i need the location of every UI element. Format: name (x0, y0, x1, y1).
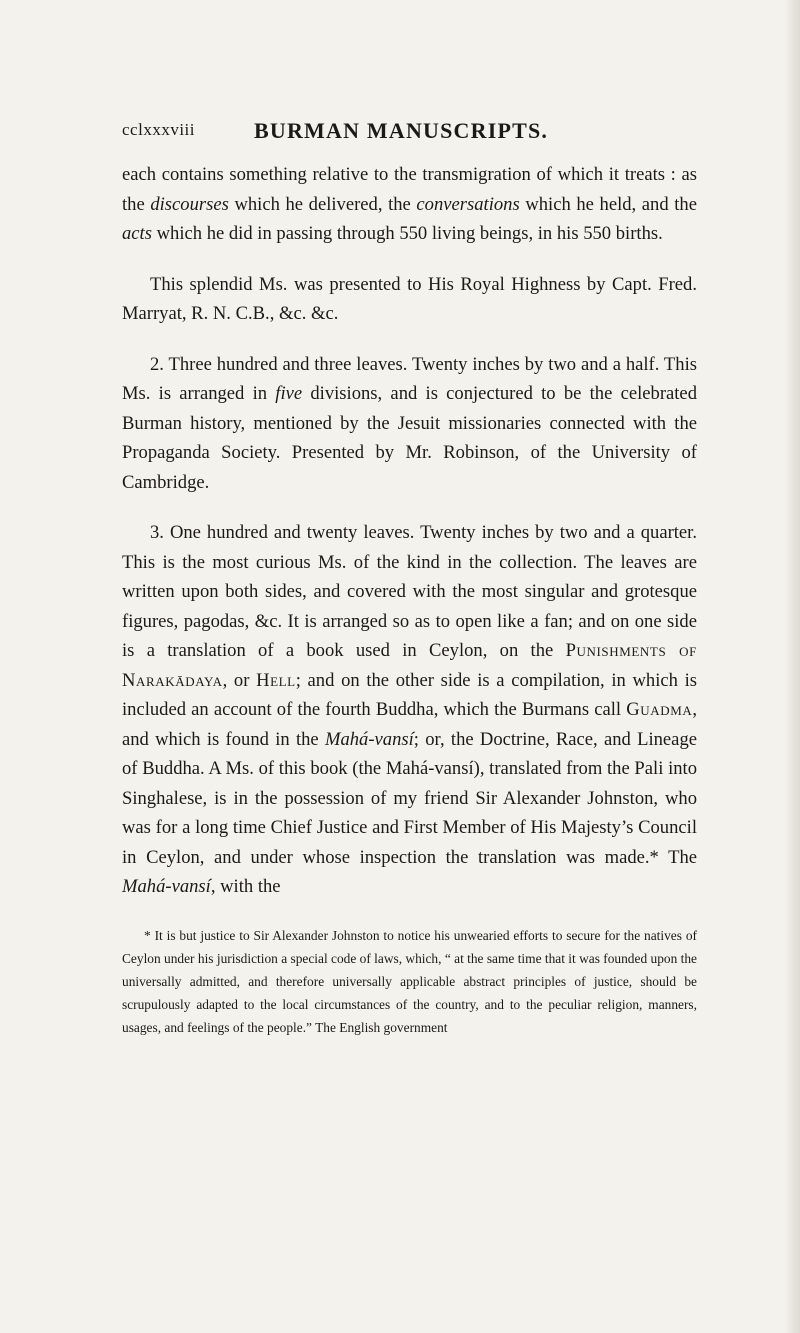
footnote (122, 924, 697, 1039)
italic-five: five (275, 383, 303, 404)
page-number: cclxxxviii (122, 120, 195, 139)
body-text (122, 160, 697, 902)
paragraph-presentation: This splendid Ms. was presented to His Royal Highness by Capt. Fred. Marryat, R. N. C.B., &c. &c. (122, 273, 697, 324)
smallcaps-guadma: Guadma (626, 699, 693, 720)
smallcaps-punishments: Punishments of Narakādaya (122, 640, 698, 691)
italic-maha-vansi: Mahá-vansí (324, 728, 414, 750)
book-page (122, 118, 697, 1039)
italic-acts: acts (122, 223, 152, 244)
paragraph-manuscript-2: 2. Three hundred and three leaves. Twenty inches by two and a half. This Ms. is arranged in five divisions, and is conjectured to be the celebrated Burman history, mentioned by the Jesuit missionaries connected with the Propaganda Society. Presented by Mr. Robinson, of the University of Cambridge. (122, 353, 697, 493)
page-edge-shadow (784, 0, 800, 1333)
page-title: BURMAN MANUSCRIPTS. (254, 118, 549, 143)
paragraph-transmigration: each contains something relative to the transmigration of which it treats : as the discourses which he delivered, the conversations which he held, and the acts which he did in passing through 550 living beings, in his 550 births. (122, 164, 697, 244)
smallcaps-hell: Hell (256, 669, 296, 691)
running-head (122, 118, 697, 148)
footnote-text: * It is but justice to Sir Alexander Johnston to notice his unwearied efforts to secure for the natives of Ceylon under his jurisdiction a special code of laws, which, “ at the same time that it was founded upon the universally admitted, and therefore universally applicable abstract principles of justice, should be scrupulously adapted to the local circumstances of the country, and to the peculiar religion, manners, usages, and feelings of the people.” The English government (122, 927, 697, 1035)
italic-discourses: discourses (150, 193, 229, 215)
italic-conversations: conversations (416, 193, 520, 215)
paragraph-manuscript-3: 3. One hundred and twenty leaves. Twenty inches by two and a quarter. This is the most curious Ms. of the kind in the collection. The leaves are written upon both sides, and covered with the most singular and grotesque figures, pagodas, &c. It is arranged so as to open like a fan; and on one side is a translation of a book used in Ceylon, on the Punishments of Narakādaya, or Hell; and on the other side is a compilation, in which is included an account of the fourth Buddha, which the Burmans call Guadma, and which is found in the Mahá-vansí; or, the Doctrine, Race, and Lineage of Buddha. A Ms. of this book (the Mahá-vansí), translated from the Pali into Singhalese, is in the possession of my friend Sir Alexander Johnston, who was for a long time Chief Justice and First Member of His Majesty’s Council in Ceylon, and under whose inspection the translation was made.* The Mahá-vansí, with the (122, 522, 698, 897)
italic-maha-vansi-second: Mahá-vansí (122, 876, 211, 897)
